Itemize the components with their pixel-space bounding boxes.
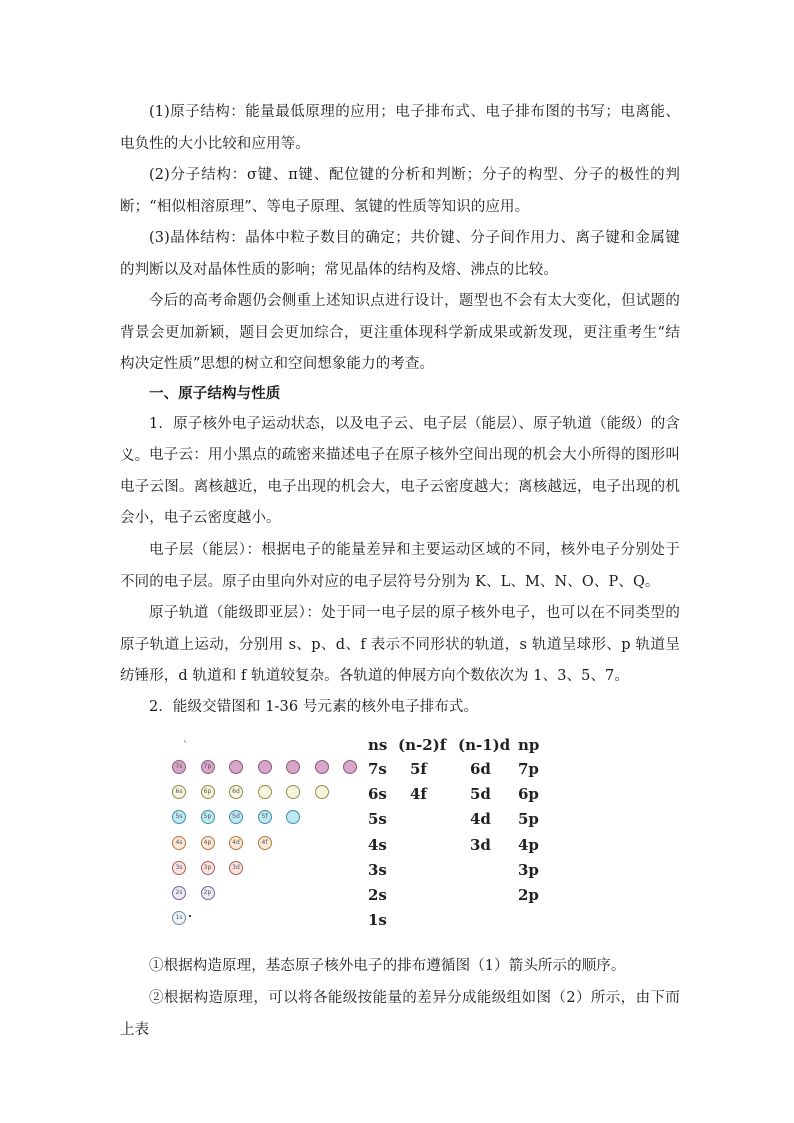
orbital-circle: 4p: [201, 836, 215, 850]
table-cell: 6p: [518, 785, 539, 804]
paragraph-energy-groups: ②根据构造原理，可以将各能级按能量的差异分成能级组如图（2）所示，由下而上表: [120, 990, 680, 1038]
paragraph-exam-outlook: 今后的高考命题仍会侧重上述知识点进行设计，题型也不会有太大变化，但试题的背景会更加新颖，题目会更加综合，更注重体现科学新成果或新发现，更注重考生“结构决定性质”思想的树立和空间想象能力的考查。: [120, 293, 680, 372]
paragraph-atomic-structure: (1)原子结构：能量最低原理的应用；电子排布式、电子排布图的书写；电离能、电负性的大小比较和应用等。: [120, 104, 680, 152]
table-header: np: [518, 736, 540, 754]
table-cell: 5p: [518, 810, 539, 829]
orbital-circle: 4s: [172, 836, 186, 850]
orbital-circle: [286, 810, 300, 824]
table-cell: 7p: [518, 760, 539, 778]
orbital-circle: 4d: [229, 836, 243, 850]
table-cell: 6d: [470, 760, 491, 778]
table-cell: 5d: [470, 785, 491, 804]
orbital-circle: 6s: [172, 785, 186, 799]
paragraph-atomic-orbital: 原子轨道（能级即亚层）：处于同一电子层的原子核外电子，也可以在不同类型的原子轨道上运动，分别用 s、p、d、f 表示不同形状的轨道，s 轨道呈球形、p 轨道呈纺锤形，d 轨道和 f 轨道较复杂。各轨道的伸展方向个数依次为 1、3、5、7。: [120, 605, 680, 684]
orbital-circle: [258, 785, 272, 799]
section-heading: 一、原子结构与性质: [149, 385, 281, 402]
orbital-circle: 5s: [172, 810, 186, 824]
table-cell: 4s: [368, 835, 387, 854]
paragraph-electron-shell: 电子层（能层）：根据电子的能量差异和主要运动区域的不同，核外电子分别处于不同的电子层。原子由里向外对应的电子层符号分别为 K、L、M、N、O、P、Q。: [120, 542, 680, 590]
paragraph-molecular-structure: (2)分子结构：σ键、π键、配位键的分析和判断；分子的构型、分子的极性的判断；“相似相溶原理”、等电子原理、氢键的性质等知识的应用。: [120, 167, 680, 215]
table-header: (n-2)f: [398, 736, 447, 754]
table-cell: 5s: [368, 810, 387, 829]
orbital-circle: 3s: [172, 861, 186, 875]
orbital-circle: 1s: [172, 911, 186, 925]
table-cell: 3p: [518, 860, 539, 879]
paragraph-aufbau-order: ①根据构造原理，基态原子核外电子的排布遵循图（1）箭头所示的顺序。: [149, 958, 626, 974]
orbital-circle: 5p: [201, 810, 215, 824]
orbital-circle: 5d: [229, 810, 243, 824]
orbital-circle: 3d: [229, 861, 243, 875]
table-cell: 3d: [470, 835, 491, 854]
orbital-circle: 7s: [172, 760, 186, 774]
paragraph-point-2: 2．能级交错图和 1-36 号元素的核外电子排布式。: [149, 699, 479, 715]
table-cell: 7s: [368, 760, 387, 778]
orbital-circle: [258, 760, 272, 774]
table-cell: 5f: [410, 760, 427, 778]
orbital-circle: 4f: [258, 836, 272, 850]
table-cell: 2s: [368, 886, 387, 904]
table-cell: 2p: [518, 886, 539, 904]
arrow-mark-icon: `: [183, 741, 188, 752]
table-header: ns: [368, 736, 388, 754]
orbital-circle: 3p: [201, 861, 215, 875]
table-cell: 1s: [368, 911, 387, 930]
orbital-circle: [315, 785, 329, 799]
orbital-circle: 6d: [229, 785, 243, 799]
orbital-circle: [286, 760, 300, 774]
orbital-circle: [229, 760, 243, 774]
orbital-circle: 7p: [201, 760, 215, 774]
table-header: (n-1)d: [458, 736, 511, 754]
orbital-circle: 5f: [258, 810, 272, 824]
orbital-circle: [315, 760, 329, 774]
table-cell: 3s: [368, 860, 387, 879]
orbital-circle: [286, 785, 300, 799]
diagram-dot: [189, 915, 191, 917]
paragraph-electron-cloud: 电子云：用小黑点的疏密来描述电子在原子核外空间出现的机会大小所得的图形叫电子云图。离核越近，电子出现的机会大，电子云密度越大；离核越远，电子出现的机会小，电子云密度越小。: [120, 447, 680, 526]
paragraph-point-1: 1．原子核外电子运动状态，以及电子云、电子层（能层）、原子轨道（能级）的含义。: [120, 416, 680, 464]
table-cell: 4d: [470, 810, 491, 829]
table-cell: 4p: [518, 835, 539, 854]
orbital-circle: 2p: [201, 886, 215, 900]
orbital-circle: 2s: [172, 886, 186, 900]
orbital-circle: 6p: [201, 785, 215, 799]
table-cell: 4f: [410, 785, 427, 804]
orbital-circle: [343, 760, 357, 774]
table-cell: 6s: [368, 785, 387, 804]
paragraph-crystal-structure: (3)晶体结构：晶体中粒子数目的确定；共价键、分子间作用力、离子键和金属键的判断以及对晶体性质的影响；常见晶体的结构及熔、沸点的比较。: [120, 230, 680, 278]
